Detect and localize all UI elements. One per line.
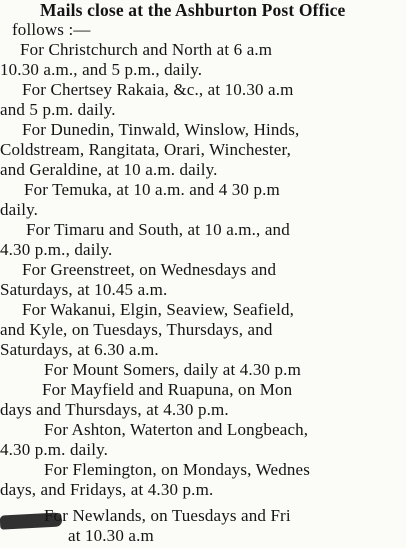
notice-line: For Chertsey Rakaia, &c., at 10.30 a.m — [22, 80, 294, 99]
notice-line: For Christchurch and North at 6 a.m — [20, 40, 273, 59]
notice-line: days and Thursdays, at 4.30 p.m. — [0, 400, 229, 419]
notice-line: For Ashton, Waterton and Longbeach, — [44, 420, 309, 439]
notice-heading: Mails close at the Ashburton Post Office — [40, 0, 346, 20]
notice-line: and Kyle, on Tuesdays, Thursdays, and — [0, 320, 273, 339]
notice-line: Coldstream, Rangitata, Orari, Winchester, — [0, 140, 292, 159]
notice-line: and 5 p.m. daily. — [0, 100, 116, 119]
notice-line: For Temuka, at 10 a.m. and 4 30 p.m — [24, 180, 280, 199]
notice-line: 10.30 a.m., and 5 p.m., daily. — [0, 60, 203, 79]
notice-line: For Greenstreet, on Wednesdays and — [22, 260, 277, 279]
notice-line: For Wakanui, Elgin, Seaview, Seafield, — [22, 300, 295, 319]
notice-line: For Flemington, on Mondays, Wednes — [44, 460, 310, 479]
notice-line: Saturdays, at 6.30 a.m. — [0, 340, 159, 359]
notice-line: For Mount Somers, daily at 4.30 p.m — [44, 360, 301, 379]
notice-line: For Dunedin, Tinwald, Winslow, Hinds, — [22, 120, 300, 139]
notice-line: 4.30 p.m., daily. — [0, 240, 113, 259]
notice-line: Saturdays, at 10.45 a.m. — [0, 280, 168, 299]
notice-line: and Geraldine, at 10 a.m. daily. — [0, 160, 218, 179]
notice-line: daily. — [0, 200, 39, 219]
notice-line: 4.30 p.m. daily. — [0, 440, 109, 459]
notice-line: days, and Fridays, at 4.30 p.m. — [0, 480, 214, 499]
notice-line: For Mayfield and Ruapuna, on Mon — [42, 380, 293, 399]
notice-line: For Newlands, on Tuesdays and Fri — [44, 506, 291, 525]
notice-line: follows :— — [12, 20, 91, 39]
notice-line: For Timaru and South, at 10 a.m., and — [26, 220, 290, 239]
notice-line: at 10.30 a.m — [68, 526, 154, 545]
